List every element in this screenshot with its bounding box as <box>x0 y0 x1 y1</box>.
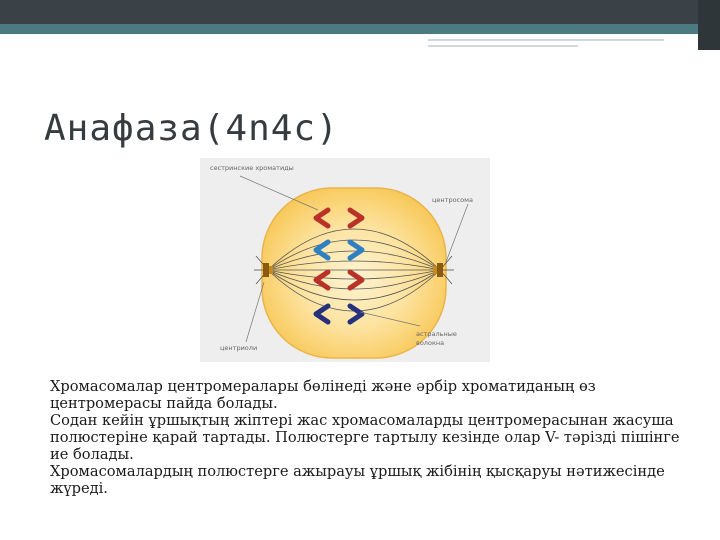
anaphase-illustration <box>200 158 490 362</box>
decorative-rule <box>428 45 578 47</box>
label-astral-rays-line2: волокна <box>416 339 445 347</box>
top-bar-dark <box>0 0 720 24</box>
paragraph: Содан кейін ұршықтың жіптері жас хромасомаларды центромерасынан жасуша полюстеріне қарай тартады. Полюстерге тартылу кезінде олар V- тәрізді пішінге ие болады. <box>50 412 680 463</box>
label-centriole: центриоли <box>220 344 258 352</box>
decorative-rule <box>428 39 664 41</box>
slide-title: Анафаза(4n4c) <box>44 108 339 149</box>
top-bar-corner <box>698 0 720 50</box>
leader-line <box>446 204 468 262</box>
label-centrosome: центросома <box>432 196 473 204</box>
paragraph: Хромасомалардың полюстерге ажырауы ұршық жібінің қысқаруы нәтижесінде жүреді. <box>50 463 665 497</box>
label-astral-rays-line1: астральные <box>416 330 457 338</box>
top-bar-accent <box>0 24 720 34</box>
label-sister-chromatids: сестринские хроматиды <box>210 164 294 172</box>
body-text <box>50 378 690 497</box>
paragraph: Хромасомалар центромералары бөлінеді және әрбір хроматиданың өз центромерасы пайда болады. <box>50 378 596 412</box>
leader-line <box>246 282 264 342</box>
anaphase-diagram <box>200 158 490 362</box>
